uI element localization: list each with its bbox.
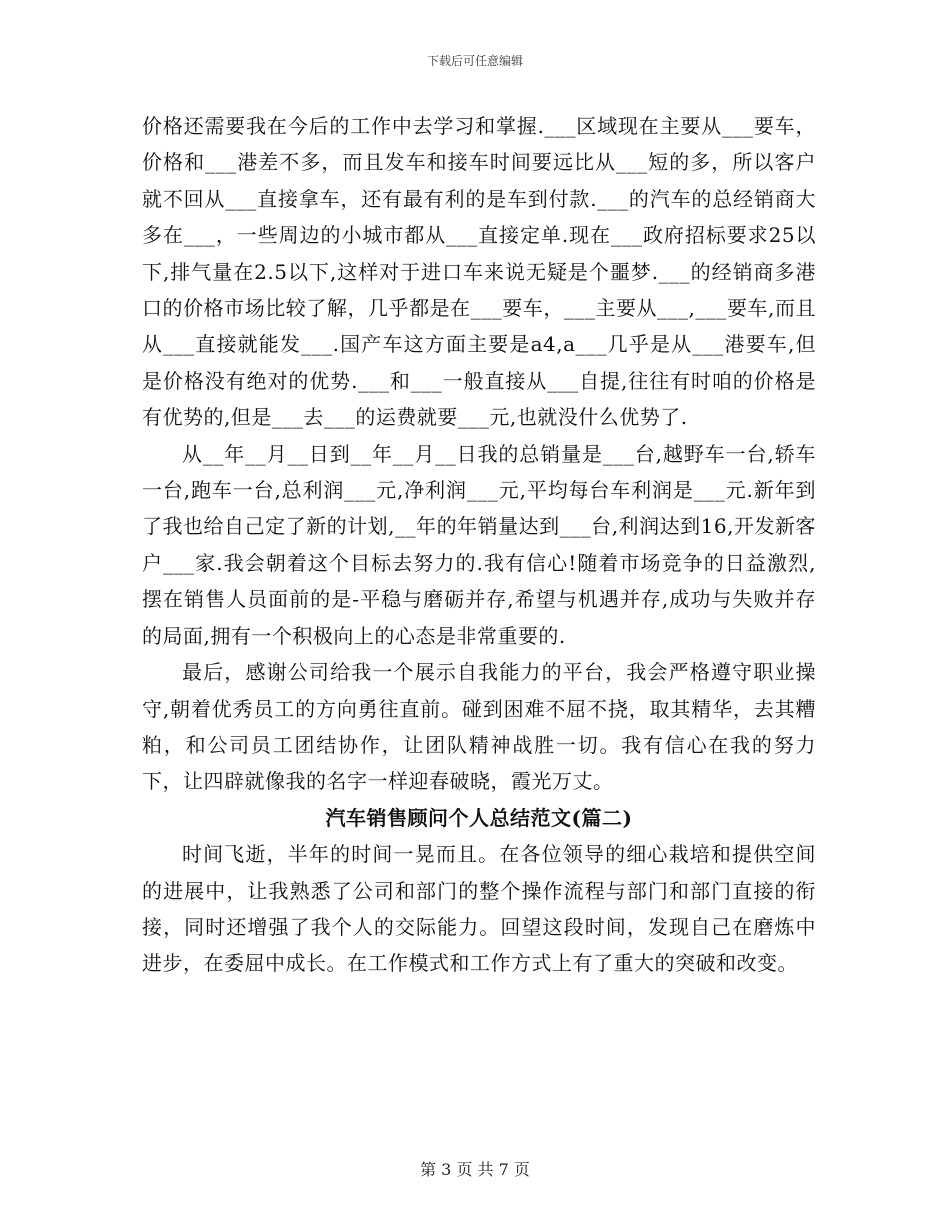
paragraph-2: 从__年__月__日到__年__月__日我的总销量是___台,越野车一台,轿车一台,跑车一台,总利润___元,净利润___元,平均每台车利润是___元.新年到了我也给自己定了新的计划,__年的年销量达到___台,利润达到16,开发新客户___家.我会朝着这个目标去努力的.我有信心!随着市场竞争的日益激烈,摆在销售人员面前的是-平稳与磨砺并存,希望与机遇并存,成功与失败并存的局面,拥有一个积极向上的心态是非常重要的.	[142, 441, 816, 648]
paragraph-3: 最后，感谢公司给我一个展示自我能力的平台，我会严格遵守职业操守,朝着优秀员工的方向勇往直前。碰到困难不屈不挠，取其精华，去其糟粕，和公司员工团结协作，让团队精神战胜一切。我有信心在我的努力下，让四辟就像我的名字一样迎春破晓，霞光万丈。	[142, 660, 816, 794]
page-header: 下载后可任意编辑	[426, 54, 523, 68]
document-body	[142, 108, 816, 982]
paragraph-1: 价格还需要我在今后的工作中去学习和掌握.___区域现在主要从___要车，价格和___港差不多，而且发车和接车时间要远比从___短的多，所以客户就不回从___直接拿车，还有最有利的是车到付款.___的汽车的总经销商大多在___，一些周边的小城市都从___直接定单.现在___政府招标要求25以下,排气量在2.5以下,这样对于进口车来说无疑是个噩梦.___的经销商多港口的价格市场比较了解，几乎都是在___要车，___主要从___,___要车,而且从___直接就能发___.国产车这方面主要是a4,a___几乎是从___港要车,但是价格没有绝对的优势.___和___一般直接从___自提,往往有时咱的价格是有优势的,但是___去___的运费就要___元,也就没什么优势了.	[142, 114, 816, 430]
paragraph-4: 时间飞逝，半年的时间一晃而且。在各位领导的细心栽培和提供空间的进展中，让我熟悉了公司和部门的整个操作流程与部门和部门直接的衔接，同时还增强了我个人的交际能力。回望这段时间，发现自己在磨炼中进步，在委屈中成长。在工作模式和工作方式上有了重大的突破和改变。	[142, 842, 816, 976]
page-footer: 第 3 页 共 7 页	[420, 1160, 530, 1179]
section-heading: 汽车销售顾问个人总结范文(篇二)	[325, 805, 633, 830]
